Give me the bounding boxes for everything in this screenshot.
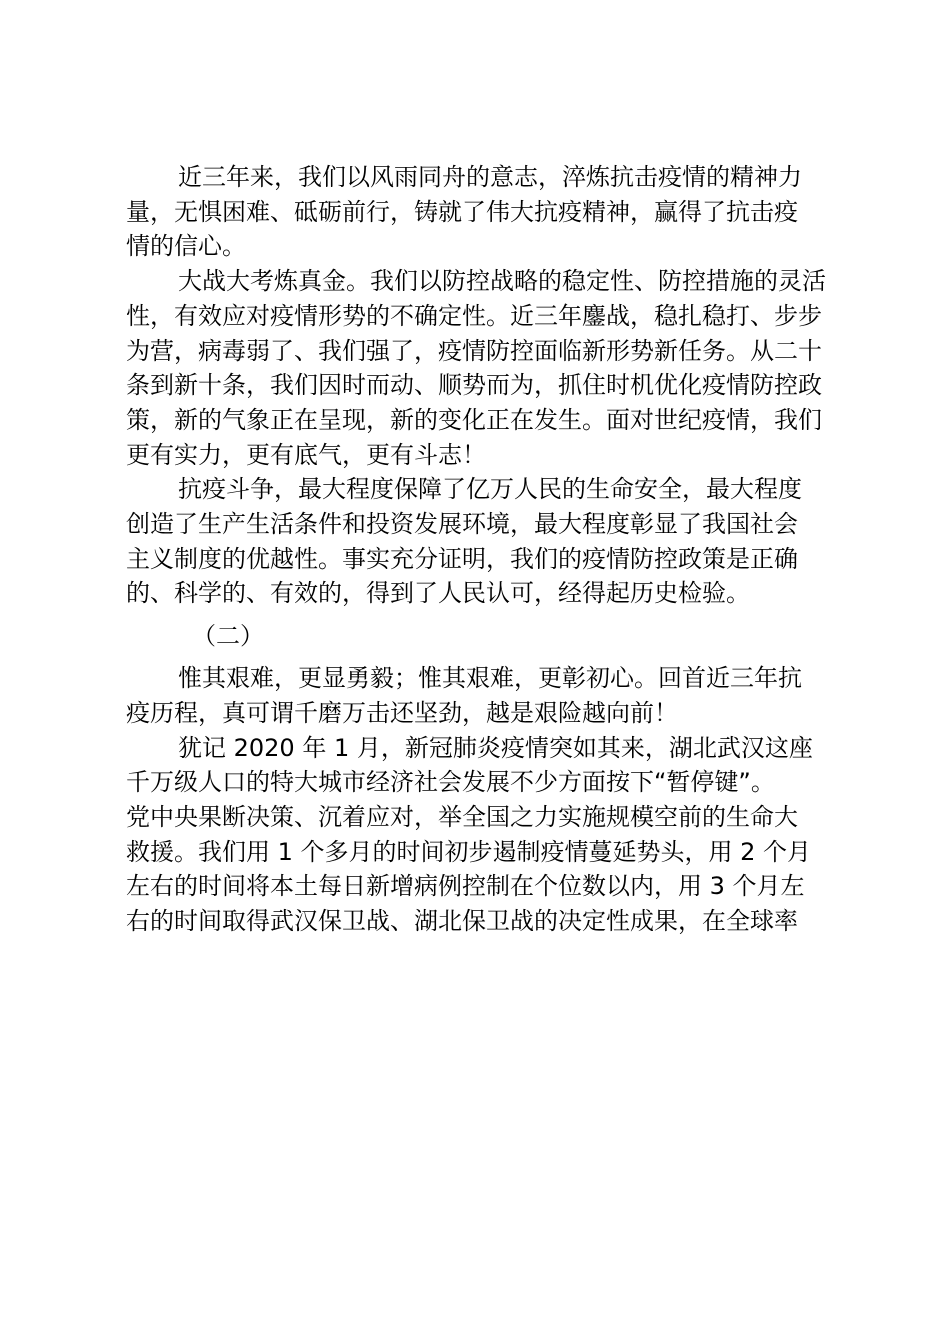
text-line: 疫历程，真可谓千磨万击还坚劲，越是艰险越向前！ — [126, 698, 678, 727]
text-line: 条到新十条，我们因时而动、顺势而为，抓住时机优化疫情防控政 — [126, 371, 822, 400]
paragraph-2 — [126, 264, 846, 472]
text-line: 救援。我们用 1 个多月的时间初步遏制疫情蔓延势头，用 2 个月 — [126, 837, 812, 866]
text-line: 策，新的气象正在呈现，新的变化正在发生。面对世纪疫情，我们 — [126, 405, 822, 434]
text-line: 创造了生产生活条件和投资发展环境，最大程度彰显了我国社会 — [126, 510, 798, 539]
text-line: 党中央果断决策、沉着应对，举全国之力实施规模空前的生命大 — [126, 802, 798, 831]
text-line: 犹记 2020 年 1 月，新冠肺炎疫情突如其来，湖北武汉这座 — [178, 733, 813, 762]
section-heading: （二） — [192, 622, 264, 651]
text-line: 千万级人口的特大城市经济社会发展不少方面按下“暂停键”。 — [126, 768, 775, 797]
text-line: 的、科学的、有效的，得到了人民认可，经得起历史检验。 — [126, 579, 750, 608]
paragraph-3 — [126, 472, 846, 611]
text-line: 抗疫斗争，最大程度保障了亿万人民的生命安全，最大程度 — [178, 475, 802, 504]
text-line: 近三年来，我们以风雨同舟的意志，淬炼抗击疫情的精神力 — [178, 163, 802, 191]
paragraph-1 — [126, 160, 846, 264]
text-line: 更有实力，更有底气，更有斗志！ — [126, 440, 486, 469]
paragraph-4 — [126, 661, 846, 730]
text-line: 惟其艰难，更显勇毅；惟其艰难，更彰初心。回首近三年抗 — [178, 664, 802, 693]
text-line: 性，有效应对疫情形势的不确定性。近三年鏖战，稳扎稳打、步步 — [126, 301, 822, 330]
text-line: 左右的时间将本土每日新增病例控制在个位数以内，用 3 个月左 — [126, 872, 805, 901]
text-line: 主义制度的优越性。事实充分证明，我们的疫情防控政策是正确 — [126, 544, 798, 573]
text-line: 大战大考炼真金。我们以防控战略的稳定性、防控措施的灵活 — [178, 267, 826, 296]
text-line: 为营，病毒弱了、我们强了，疫情防控面临新形势新任务。从二十 — [126, 336, 822, 365]
paragraph-5 — [126, 731, 846, 939]
text-line: 情的信心。 — [126, 232, 246, 261]
text-line: 量，无惧困难、砥砺前行，铸就了伟大抗疫精神，赢得了抗击疫 — [126, 197, 798, 226]
document-page — [126, 160, 846, 939]
text-line: 右的时间取得武汉保卫战、湖北保卫战的决定性成果，在全球率 — [126, 907, 798, 936]
